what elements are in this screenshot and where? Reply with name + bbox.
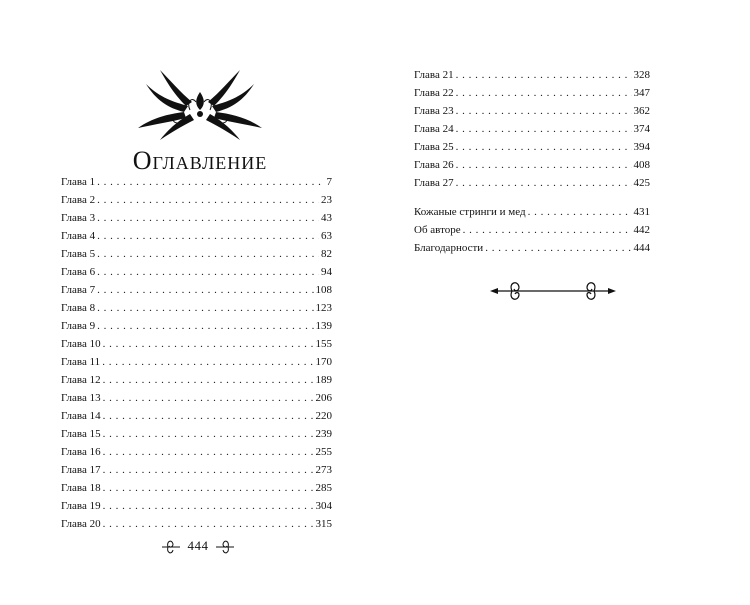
toc-entry-label: Глава 9 bbox=[61, 320, 96, 332]
toc-entry bbox=[61, 425, 332, 443]
toc-entry-page: 239 bbox=[315, 428, 332, 440]
page-folio bbox=[160, 537, 236, 557]
toc-entry bbox=[61, 407, 332, 425]
toc-entry bbox=[414, 203, 650, 221]
toc-entry bbox=[61, 479, 332, 497]
toc-entry-page: 43 bbox=[321, 212, 332, 224]
dot-leader bbox=[97, 299, 313, 317]
dot-leader bbox=[97, 227, 319, 245]
toc-entry-label: Глава 15 bbox=[61, 428, 101, 440]
page-number: 444 bbox=[187, 538, 209, 553]
toc-entry-label: Глава 24 bbox=[414, 123, 454, 135]
toc-entry-page: 328 bbox=[633, 69, 650, 81]
toc-entry-label: Глава 17 bbox=[61, 464, 101, 476]
dot-leader bbox=[103, 371, 314, 389]
toc-entry bbox=[414, 138, 650, 156]
toc-entry-label: Глава 26 bbox=[414, 159, 454, 171]
dot-leader bbox=[103, 497, 314, 515]
dot-leader bbox=[456, 120, 632, 138]
toc-entry bbox=[61, 191, 332, 209]
toc-entry-label: Глава 25 bbox=[414, 141, 454, 153]
toc-entry-label: Глава 10 bbox=[61, 338, 101, 350]
dot-leader bbox=[102, 353, 313, 371]
toc-entry bbox=[61, 353, 332, 371]
dot-leader bbox=[97, 245, 319, 263]
toc-entry bbox=[414, 120, 650, 138]
toc-entry-label: Глава 14 bbox=[61, 410, 101, 422]
dot-leader bbox=[456, 138, 632, 156]
toc-entry bbox=[414, 221, 650, 239]
toc-entry-page: 139 bbox=[315, 320, 332, 332]
dot-leader bbox=[103, 443, 314, 461]
toc-entry-page: 220 bbox=[315, 410, 332, 422]
toc-entry-page: 206 bbox=[315, 392, 332, 404]
toc-entry bbox=[61, 227, 332, 245]
toc-entry-label: Глава 3 bbox=[61, 212, 96, 224]
toc-entry-label: Глава 11 bbox=[61, 356, 101, 368]
toc-entry-label: Глава 2 bbox=[61, 194, 96, 206]
toc-entry bbox=[414, 174, 650, 192]
toc-entry bbox=[61, 173, 332, 191]
dot-leader bbox=[103, 479, 314, 497]
dot-leader bbox=[103, 425, 314, 443]
toc-entry-page: 394 bbox=[633, 141, 650, 153]
toc-entry-label: Об авторе bbox=[414, 224, 461, 236]
toc-entry bbox=[414, 239, 650, 257]
toc-entry-page: 285 bbox=[315, 482, 332, 494]
toc-entry-label: Глава 12 bbox=[61, 374, 101, 386]
toc-entry bbox=[61, 245, 332, 263]
dot-leader bbox=[97, 173, 324, 191]
toc-entry bbox=[61, 317, 332, 335]
toc-entry-label: Глава 4 bbox=[61, 230, 96, 242]
scroll-divider-icon bbox=[488, 276, 618, 306]
dot-leader bbox=[456, 174, 632, 192]
toc-entry-page: 189 bbox=[315, 374, 332, 386]
dot-leader bbox=[97, 209, 319, 227]
toc-entry-page: 442 bbox=[633, 224, 650, 236]
toc-entry bbox=[414, 102, 650, 120]
toc-entry bbox=[61, 281, 332, 299]
dot-leader bbox=[103, 461, 314, 479]
toc-entry-page: 362 bbox=[633, 105, 650, 117]
toc-entry bbox=[61, 515, 332, 533]
toc-entry-label: Глава 5 bbox=[61, 248, 96, 260]
toc-entry-label: Глава 18 bbox=[61, 482, 101, 494]
toc-entry-label: Благодарности bbox=[414, 242, 484, 254]
toc-entry-page: 63 bbox=[321, 230, 332, 242]
dot-leader bbox=[456, 66, 632, 84]
toc-entry bbox=[61, 371, 332, 389]
toc-entry-label: Глава 22 bbox=[414, 87, 454, 99]
toc-entry-page: 94 bbox=[321, 266, 332, 278]
toc-entry-label: Глава 7 bbox=[61, 284, 96, 296]
dot-leader bbox=[485, 239, 631, 257]
section-gap bbox=[414, 192, 650, 203]
toc-entry-label: Глава 20 bbox=[61, 518, 101, 530]
dot-leader bbox=[456, 102, 632, 120]
toc-entry bbox=[61, 443, 332, 461]
toc-entry-page: 170 bbox=[315, 356, 332, 368]
toc-entry-page: 408 bbox=[633, 159, 650, 171]
toc-entry bbox=[414, 84, 650, 102]
toc-entry-page: 347 bbox=[633, 87, 650, 99]
dot-leader bbox=[528, 203, 632, 221]
toc-entry-label: Глава 1 bbox=[61, 176, 96, 188]
toc-entry-page: 444 bbox=[633, 242, 650, 254]
toc-entry-page: 255 bbox=[315, 446, 332, 458]
dot-leader bbox=[456, 84, 632, 102]
dot-leader bbox=[97, 263, 319, 281]
dot-leader bbox=[463, 221, 632, 239]
dot-leader bbox=[103, 515, 314, 533]
dot-leader bbox=[97, 281, 313, 299]
toc-entry bbox=[61, 335, 332, 353]
toc-entry-page: 315 bbox=[315, 518, 332, 530]
toc-entry bbox=[61, 497, 332, 515]
toc-entry-page: 23 bbox=[321, 194, 332, 206]
toc-entry bbox=[61, 389, 332, 407]
dot-leader bbox=[103, 407, 314, 425]
toc-entry-label: Глава 21 bbox=[414, 69, 454, 81]
toc-entry-label: Глава 16 bbox=[61, 446, 101, 458]
toc-entry-label: Глава 23 bbox=[414, 105, 454, 117]
toc-entry bbox=[61, 461, 332, 479]
dot-leader bbox=[103, 335, 314, 353]
toc-entry-page: 304 bbox=[315, 500, 332, 512]
toc-entry bbox=[61, 299, 332, 317]
toc-entry-label: Глава 19 bbox=[61, 500, 101, 512]
toc-entry-page: 82 bbox=[321, 248, 332, 260]
toc-entry-label: Глава 27 bbox=[414, 177, 454, 189]
toc-entry-label: Глава 8 bbox=[61, 302, 96, 314]
toc-entry-page: 155 bbox=[315, 338, 332, 350]
toc-entry bbox=[61, 209, 332, 227]
toc-entry bbox=[61, 263, 332, 281]
right-page bbox=[375, 0, 750, 605]
toc-entry-page: 273 bbox=[315, 464, 332, 476]
toc-entry-page: 425 bbox=[633, 177, 650, 189]
flourish-ornament-icon bbox=[130, 62, 270, 142]
dot-leader bbox=[103, 389, 314, 407]
toc-list-right bbox=[414, 66, 650, 257]
toc-entry bbox=[414, 66, 650, 84]
toc-entry-page: 431 bbox=[633, 206, 650, 218]
toc-entry-label: Кожаные стринги и мед bbox=[414, 206, 526, 218]
dot-leader bbox=[97, 317, 313, 335]
toc-list-left bbox=[61, 173, 332, 533]
toc-entry-page: 108 bbox=[315, 284, 332, 296]
toc-entry-label: Глава 13 bbox=[61, 392, 101, 404]
toc-entry-page: 7 bbox=[326, 176, 332, 188]
dot-leader bbox=[97, 191, 319, 209]
dot-leader bbox=[456, 156, 632, 174]
toc-entry-page: 374 bbox=[633, 123, 650, 135]
toc-entry bbox=[414, 156, 650, 174]
toc-entry-label: Глава 6 bbox=[61, 266, 96, 278]
toc-entry-page: 123 bbox=[315, 302, 332, 314]
toc-title: Оглавление bbox=[132, 146, 268, 175]
